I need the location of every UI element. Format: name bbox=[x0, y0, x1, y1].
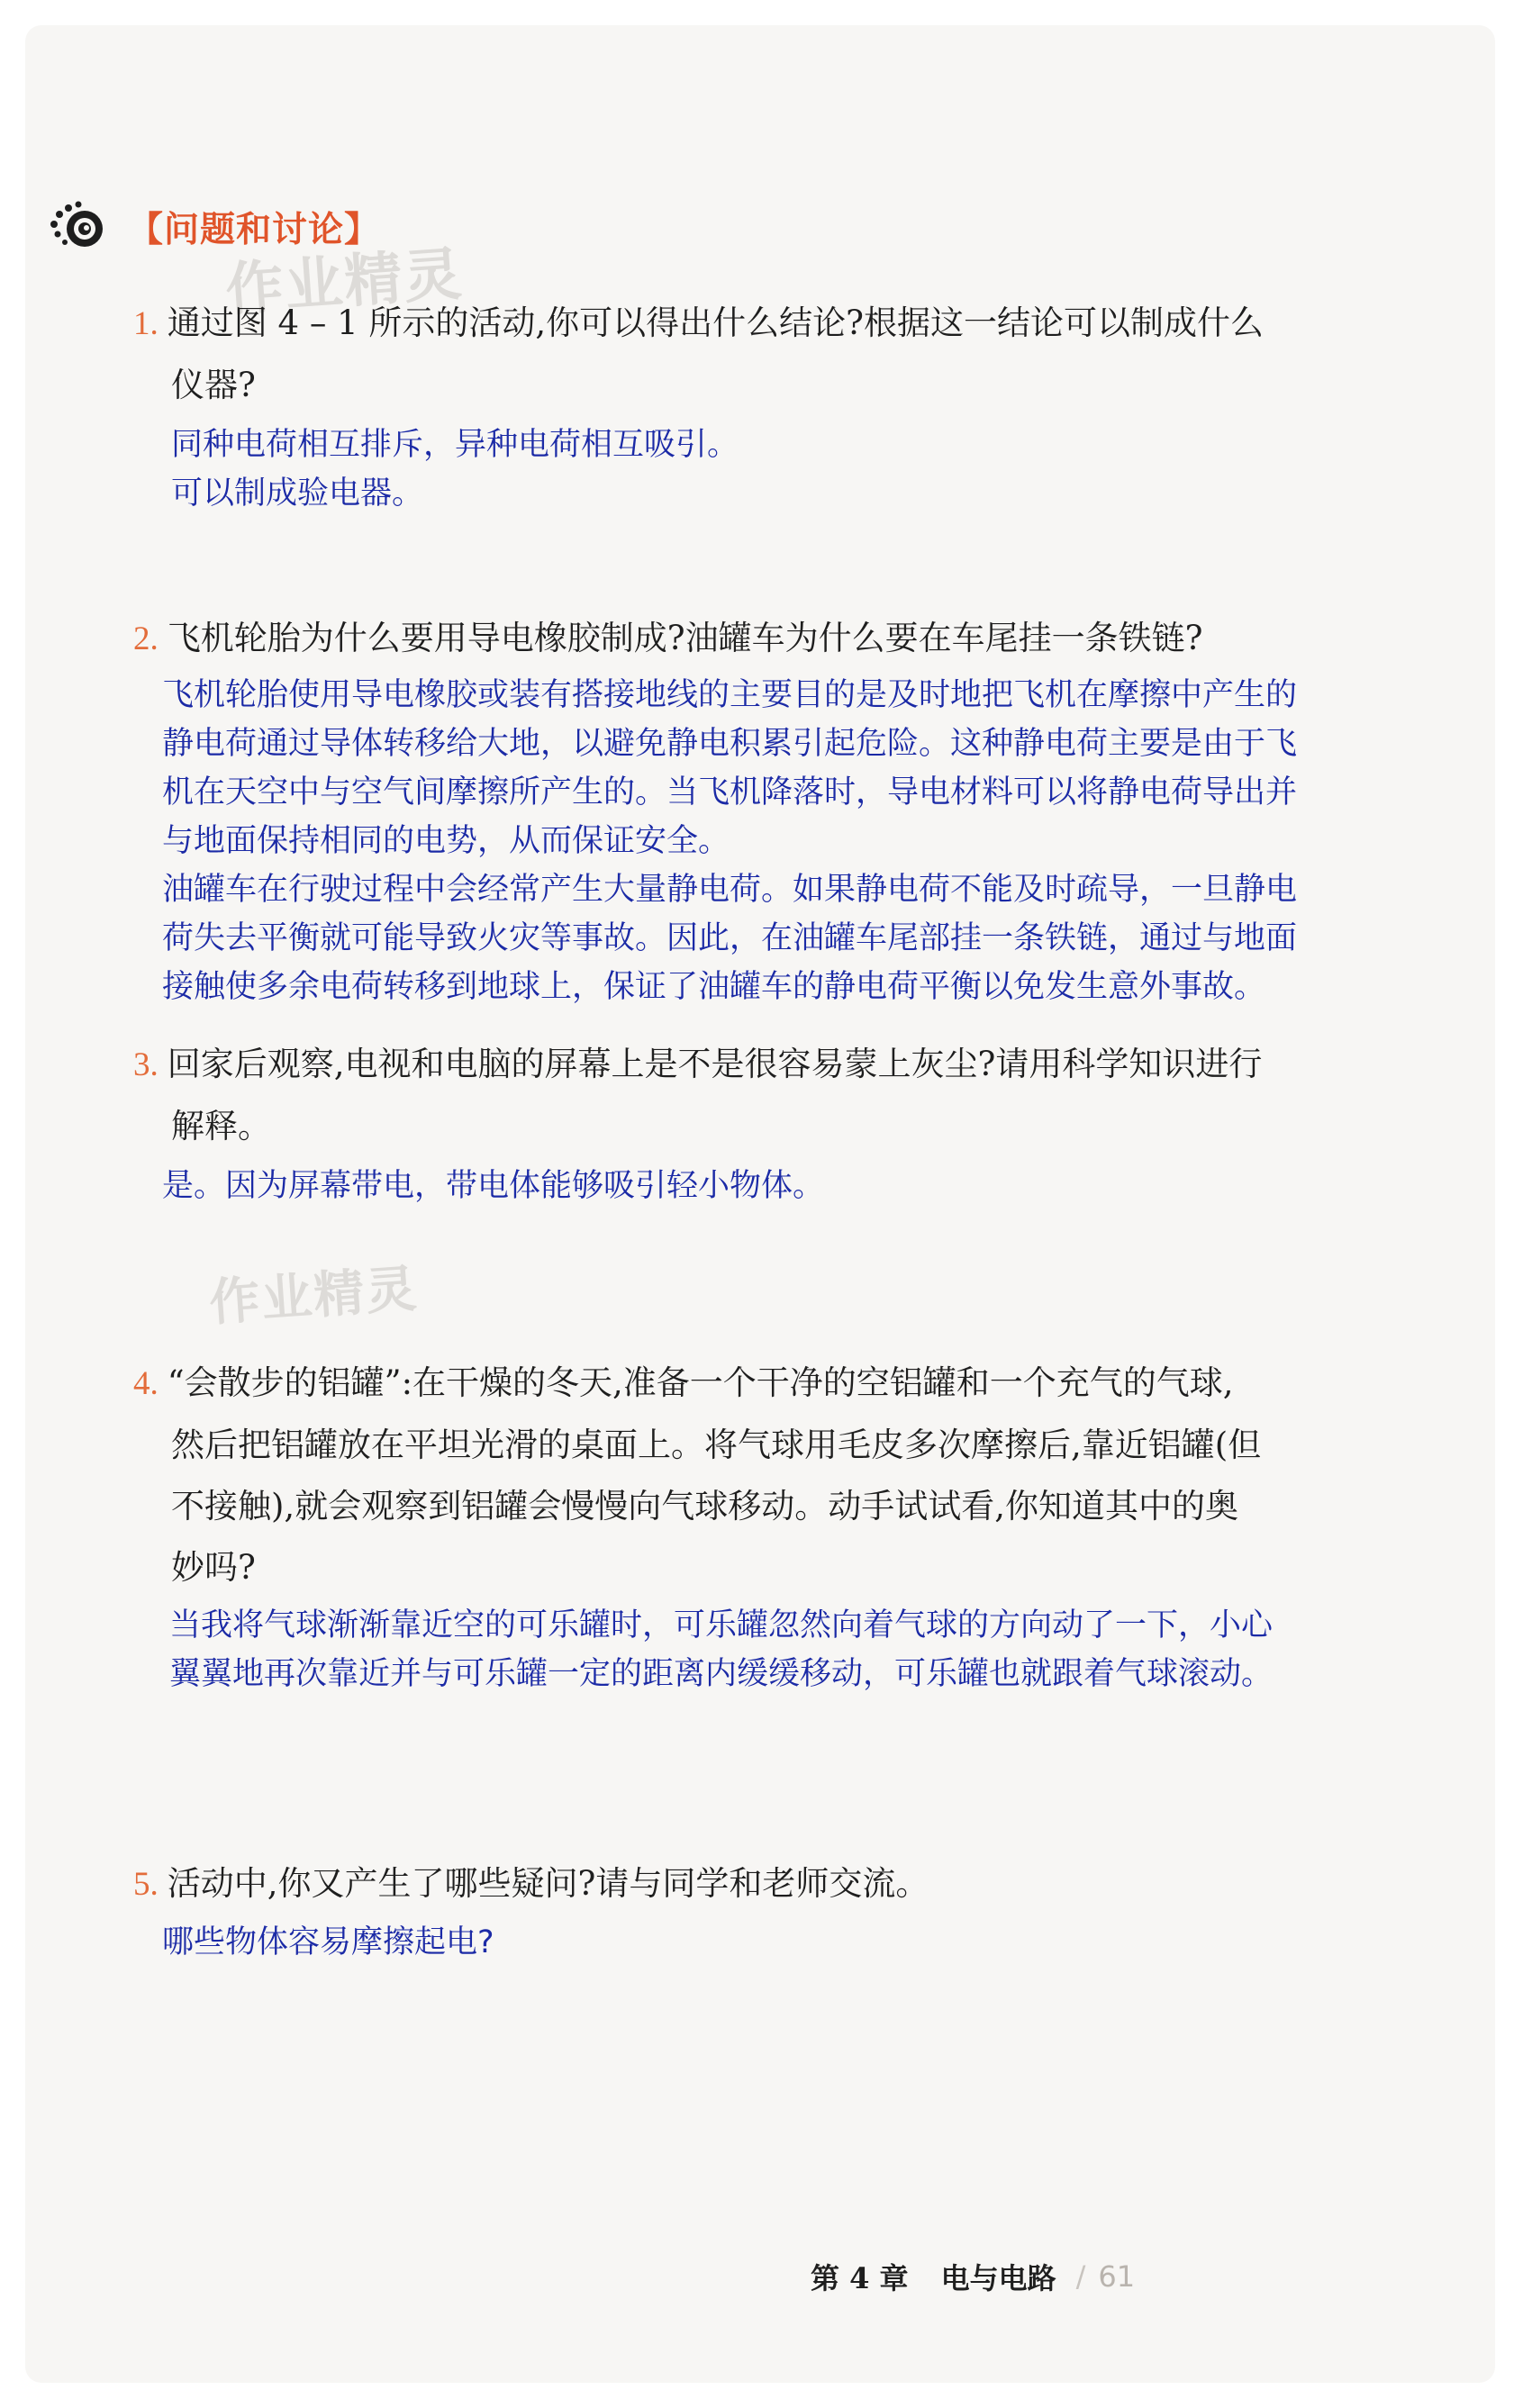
answer-line: 荷失去平衡就可能导致火灾等事故。因此，在油罐车尾部挂一条铁链，通过与地面 bbox=[162, 920, 1298, 956]
watermark: 作业精灵 bbox=[223, 240, 466, 325]
answer-line: 可以制成验电器。 bbox=[171, 475, 424, 511]
answer-3 bbox=[162, 1162, 824, 1210]
question-text: 不接触),就会观察到铝罐会慢慢向气球移动。动手试试看,你知道其中的奥 bbox=[171, 1487, 1238, 1525]
gear-swirl-icon bbox=[45, 200, 121, 254]
question-text: 然后把铝罐放在平坦光滑的桌面上。将气球用毛皮多次摩擦后,靠近铝罐(但 bbox=[171, 1426, 1262, 1464]
answer-1 bbox=[171, 421, 739, 518]
question-text: 活动中,你又产生了哪些疑问?请与同学和老师交流。 bbox=[167, 1864, 929, 1903]
answer-line: 静电荷通过导体转移给大地，以避免静电积累引起危险。这种静电荷主要是由于飞 bbox=[162, 726, 1298, 762]
answer-4 bbox=[169, 1601, 1273, 1698]
chapter-title: 电与电路 bbox=[940, 2261, 1056, 2295]
question-5 bbox=[133, 1853, 929, 1915]
chapter-label: 第 4 章 bbox=[811, 2261, 909, 2295]
question-4 bbox=[133, 1353, 1261, 1598]
answer-line: 与地面保持相同的电势，从而保证安全。 bbox=[162, 823, 730, 859]
answer-line: 当我将气球渐渐靠近空的可乐罐时，可乐罐忽然向着气球的方向动了一下，小心 bbox=[169, 1607, 1274, 1643]
answer-line: 飞机轮胎使用导电橡胶或装有搭接地线的主要目的是及时地把飞机在摩擦中产生的 bbox=[162, 677, 1298, 713]
question-3 bbox=[133, 1034, 1262, 1157]
question-number: 1. bbox=[133, 305, 159, 342]
question-number: 5. bbox=[133, 1866, 159, 1903]
question-text: 回家后观察,电视和电脑的屏幕上是不是很容易蒙上灰尘?请用科学知识进行 bbox=[167, 1045, 1263, 1083]
answer-line: 机在天空中与空气间摩擦所产生的。当飞机降落时，导电材料可以将静电荷导出并 bbox=[162, 774, 1298, 810]
footer-separator: / bbox=[1075, 2259, 1086, 2294]
question-text: 通过图 4 – 1 所示的活动,你可以得出什么结论?根据这一结论可以制成什么 bbox=[167, 303, 1264, 342]
question-number: 4. bbox=[133, 1365, 159, 1402]
question-number: 3. bbox=[133, 1046, 159, 1083]
page-footer bbox=[811, 2255, 1135, 2298]
answer-line: 油罐车在行驶过程中会经常产生大量静电荷。如果静电荷不能及时疏导，一旦静电 bbox=[162, 872, 1298, 908]
answer-line: 翼翼地再次靠近并与可乐罐一定的距离内缓缓移动，可乐罐也就跟着气球滚动。 bbox=[169, 1656, 1274, 1692]
section-heading-label: 【问题和讨论】 bbox=[128, 210, 381, 250]
answer-5 bbox=[162, 1918, 494, 1967]
question-number: 2. bbox=[133, 620, 159, 657]
question-2 bbox=[133, 608, 1202, 670]
watermark: 作业精灵 bbox=[207, 1259, 421, 1334]
question-text: 仪器? bbox=[171, 366, 256, 404]
answer-line: 同种电荷相互排斥，异种电荷相互吸引。 bbox=[171, 427, 739, 463]
question-text: “会散步的铝罐”:在干燥的冬天,准备一个干净的空铝罐和一个充气的气球, bbox=[167, 1363, 1234, 1402]
answer-line: 哪些物体容易摩擦起电? bbox=[162, 1924, 494, 1960]
question-text: 妙吗? bbox=[171, 1548, 256, 1587]
question-1 bbox=[133, 293, 1264, 416]
answer-line: 是。因为屏幕带电，带电体能够吸引轻小物体。 bbox=[162, 1168, 825, 1204]
question-text: 解释。 bbox=[171, 1107, 271, 1145]
page-number: 61 bbox=[1098, 2259, 1136, 2294]
question-text: 飞机轮胎为什么要用导电橡胶制成?油罐车为什么要在车尾挂一条铁链? bbox=[167, 619, 1203, 657]
answer-2 bbox=[162, 671, 1297, 1011]
answer-line: 接触使多余电荷转移到地球上，保证了油罐车的静电荷平衡以免发生意外事故。 bbox=[162, 969, 1266, 1005]
